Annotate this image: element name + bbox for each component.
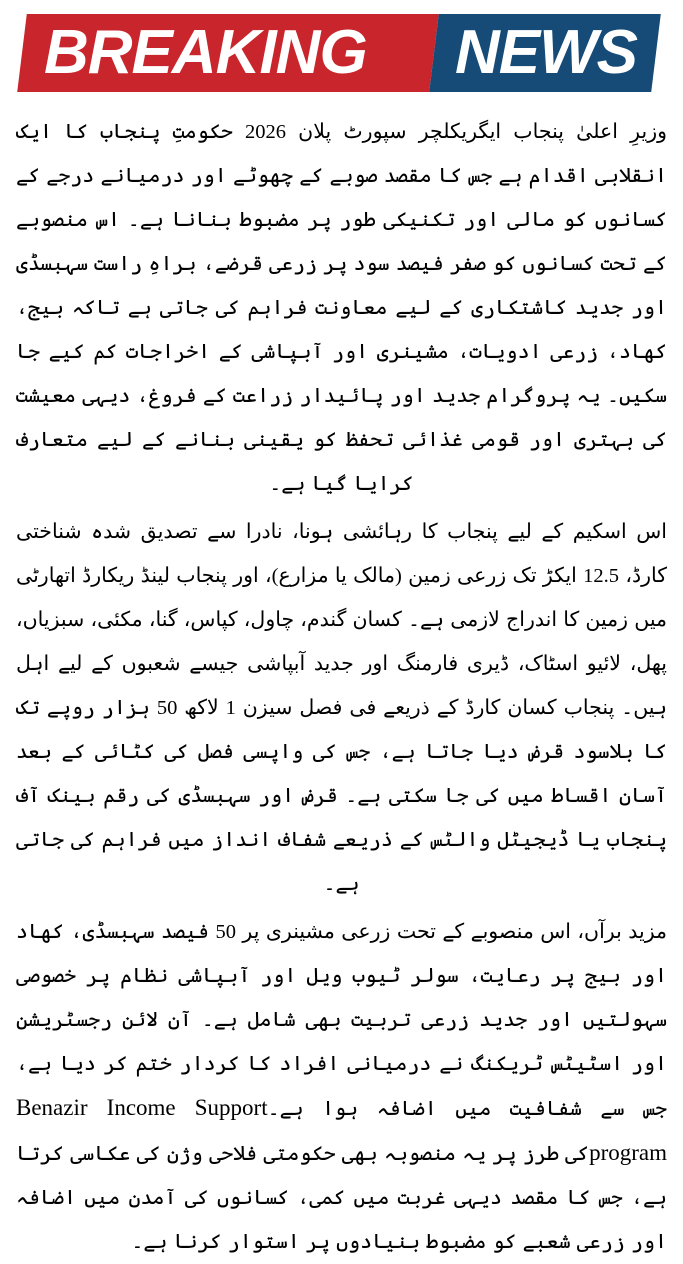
banner-breaking-text: BREAKING bbox=[44, 18, 367, 87]
article-paragraph-1: وزیرِ اعلیٰ پنجاب ایگریکلچر سپورٹ پلان 2026 حکومتِ پنجاب کا ایک انقلابی اقدام ہے جس کا مقصد صوبے کے چھوٹے اور درمیانے درجے کے کسانوں کو مالی اور تکنیکی طور پر مضبوط بنانا ہے۔ اس منصوبے کے تحت کسانوں کو صفر فیصد سود پر زرعی قرضے، براہِ راست سہبسڈی اور جدید کاشتکاری کے لیے معاونت فراہم کی جاتی ہے تاکہ بیج، کھاد، زرعی ادویات، مشینری اور آبپاشی کے اخراجات کم کیے جا سکیں۔ یہ پروگرام جدید اور پائیدار زراعت کے فروغ، دیہی معیشت کی بہتری اور قومی غذائی تحفظ کو یقینی بنانے کے لیے متعارف کرایا گیا ہے۔ bbox=[16, 121, 667, 495]
banner-news-text: NEWS bbox=[455, 18, 637, 87]
article-paragraph-2: اس اسکیم کے لیے پنجاب کا رہائشی ہونا، نادرا سے تصدیق شدہ شناختی کارڈ، 12.5 ایکڑ تک زرعی زمین (مالک یا مزارع)، اور پنجاب لینڈ ریکارڈ اتھارٹی میں زمین کا اندراج لازمی ہے۔ کسان گندم، چاول، کپاس، گنا، مکئی، سبزیاں، پھل، لائیو اسٹاک، ڈیری فارمنگ اور جدید آبپاشی جیسے شعبوں کے لیے اہل ہیں۔ پنجاب کسان کارڈ کے ذریعے فی فصل سیزن 1 لاکھ 50 ہزار روپے تک کا بلاسود قرض دیا جاتا ہے، جس کی واپسی فصل کی کٹائی کے بعد آسان اقساط میں کی جا سکتی ہے۔ قرض اور سہبسڈی کی رقم بینک آف پنجاب یا ڈیجیٹل والٹس کے ذریعے شفاف انداز میں فراہم کی جاتی ہے۔ bbox=[16, 521, 667, 895]
banner-graphic bbox=[0, 0, 683, 104]
benazir-income-support-program-mention: Benazir Income Support program bbox=[16, 1095, 667, 1165]
breaking-news-banner bbox=[0, 0, 683, 104]
article-body bbox=[0, 104, 683, 1264]
article-paragraph-3 bbox=[16, 910, 667, 1264]
article-paragraph-3-text-after: کی طرز پر یہ منصوبہ بھی حکومتی فلاحی وژن کی عکاسی کرتا ہے، جس کا مقصد دیہی غربت میں کمی، کسانوں کی آمدن میں اضافہ اور زرعی شعبے کو مضبوط بنیادوں پر استوار کرنا ہے۔ bbox=[16, 1143, 667, 1253]
article-paragraph-3-text-before: مزید برآں، اس منصوبے کے تحت زرعی مشینری پر 50 فیصد سہبسڈی، کھاد اور بیج پر رعایت، سولر ٹیوب ویل اور آبپاشی نظام پر خصوصی سہولتیں اور جدید زرعی تربیت بھی شامل ہے۔ آن لائن رجسٹریشن اور اسٹیٹس ٹریکنگ نے درمیانی افراد کا کردار ختم کر دیا ہے، جس سے شفافیت میں اضافہ ہوا ہے۔ bbox=[16, 921, 667, 1120]
